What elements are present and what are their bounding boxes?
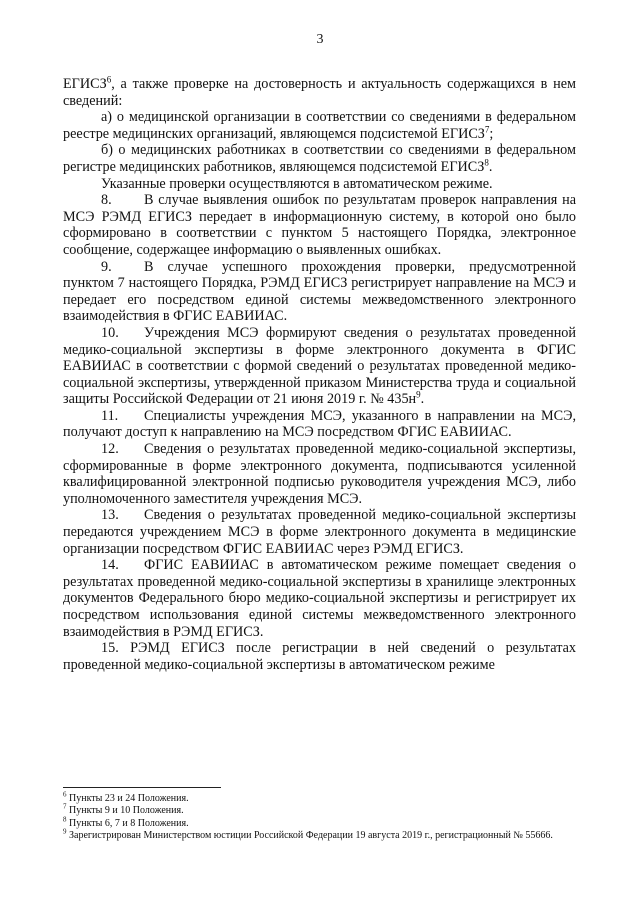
paragraph-15: 15. РЭМД ЕГИСЗ после регистрации в ней сведений о результатах проведенной медико-социальной экспертизы в автоматическом режиме [63, 640, 576, 673]
footnote-8: $^8$ Пункты 6, 7 и 8 Положения. [63, 815, 189, 829]
paragraph-12: 12. Сведения о результатах проведенной медико-социальной экспертизы, сформированные в форме электронного документа, подписываются усиленной квалифицированной электронной подписью руководителя учреждения МСЭ, либо уполномоченного заместителя учреждения МСЭ. [63, 441, 576, 507]
paragraph-9: 9. В случае успешного прохождения проверки, предусмотренной пунктом 7 настоящего Порядка, РЭМД ЕГИСЗ регистрирует направление на МСЭ и передает его посредством единой системы межведомственного электронного взаимодействия в ФГИС ЕАВИИАС. [63, 258, 576, 325]
paragraph-14: 14. ФГИС ЕАВИИАС в автоматическом режиме помещает сведения о результатах проведенной медико-социальной экспертизы в хранилище электронных документов Федерального бюро медико-социальной экспертизы и регистрирует их посредством использования единой системы межведомственного электронного взаимодействия в РЭМД ЕГИСЗ. [63, 557, 576, 640]
paragraph-item-b: б) о медицинских работниках в соответствии со сведениями в федеральном регистре медицинских работников, являющемся подсистемой ЕГИСЗ$^8$. [63, 142, 576, 175]
paragraph-10: 10. Учреждения МСЭ формируют сведения о результатах проведенной медико-социальной экспертизы в форме электронного документа в ФГИС ЕАВИИАС в соответствии с формой сведений о результатах проведенной медико-социальной экспертизы, утвержденной приказом Министерства труда и социальной защиты Российской Федерации от 21 июня 2019 г. № $435н^9$. [63, 324, 576, 408]
paragraph-number: 11. [101, 407, 119, 424]
footnote-ref-8: 8 [484, 157, 489, 168]
footnote-ref-7: 7 [484, 124, 490, 135]
document-body [63, 76, 576, 673]
footnote-9: $^9$ Зарегистрирован Министерством юстиции Российской Федерации 19 августа 2019 г., регистрационный № 55666. [63, 827, 553, 842]
paragraph-number: 8. [101, 192, 112, 209]
paragraph-8: 8. В случае выявления ошибок по результатам проверок направления на МСЭ РЭМД ЕГИСЗ передает в информационную систему, в которой оно было сформировано в соответствии с пунктом 5 настоящего Порядка, электронное сообщение, содержащее информацию о выявленных ошибках. [63, 192, 576, 258]
footnote-6: $^6$ Пункты 23 и 24 Положения. [63, 790, 189, 804]
paragraph-number: 13. [101, 507, 119, 524]
footnote-ref-6: 6 [106, 74, 112, 85]
paragraph-number: 9. [101, 258, 112, 275]
page-number: 3 [316, 32, 324, 47]
paragraph-number: 10. [101, 324, 119, 341]
paragraph-number: 14. [101, 557, 119, 574]
paragraph-number: 12. [101, 441, 119, 458]
paragraph-item-a: а) о медицинской организации в соответствии со сведениями в федеральном реестре медицинских организаций, являющемся подсистемой ЕГИСЗ$^7$; [63, 109, 576, 142]
paragraph-checks-note: Указанные проверки осуществляются в автоматическом режиме. [101, 175, 493, 192]
footnote-divider [63, 787, 221, 788]
paragraph-11: 11. Специалисты учреждения МСЭ, указанного в направлении на МСЭ, получают доступ к направлению на МСЭ посредством ФГИС ЕАВИИАС. [63, 407, 576, 441]
footnote-7: $^7$ Пункты 9 и 10 Положения. [63, 803, 184, 817]
footnote-ref-9: 9 [416, 389, 421, 400]
paragraph-13: 13. Сведения о результатах проведенной медико-социальной экспертизы передаются учреждением МСЭ в форме электронного документа в медицинские организации посредством ФГИС ЕАВИИАС через РЭМД ЕГИСЗ. [63, 507, 576, 557]
footnotes [63, 790, 576, 843]
paragraph-intro: ЕГИСЗ$^6$, а также проверке на достоверность и актуальность содержащихся в нем сведений: [63, 74, 576, 109]
